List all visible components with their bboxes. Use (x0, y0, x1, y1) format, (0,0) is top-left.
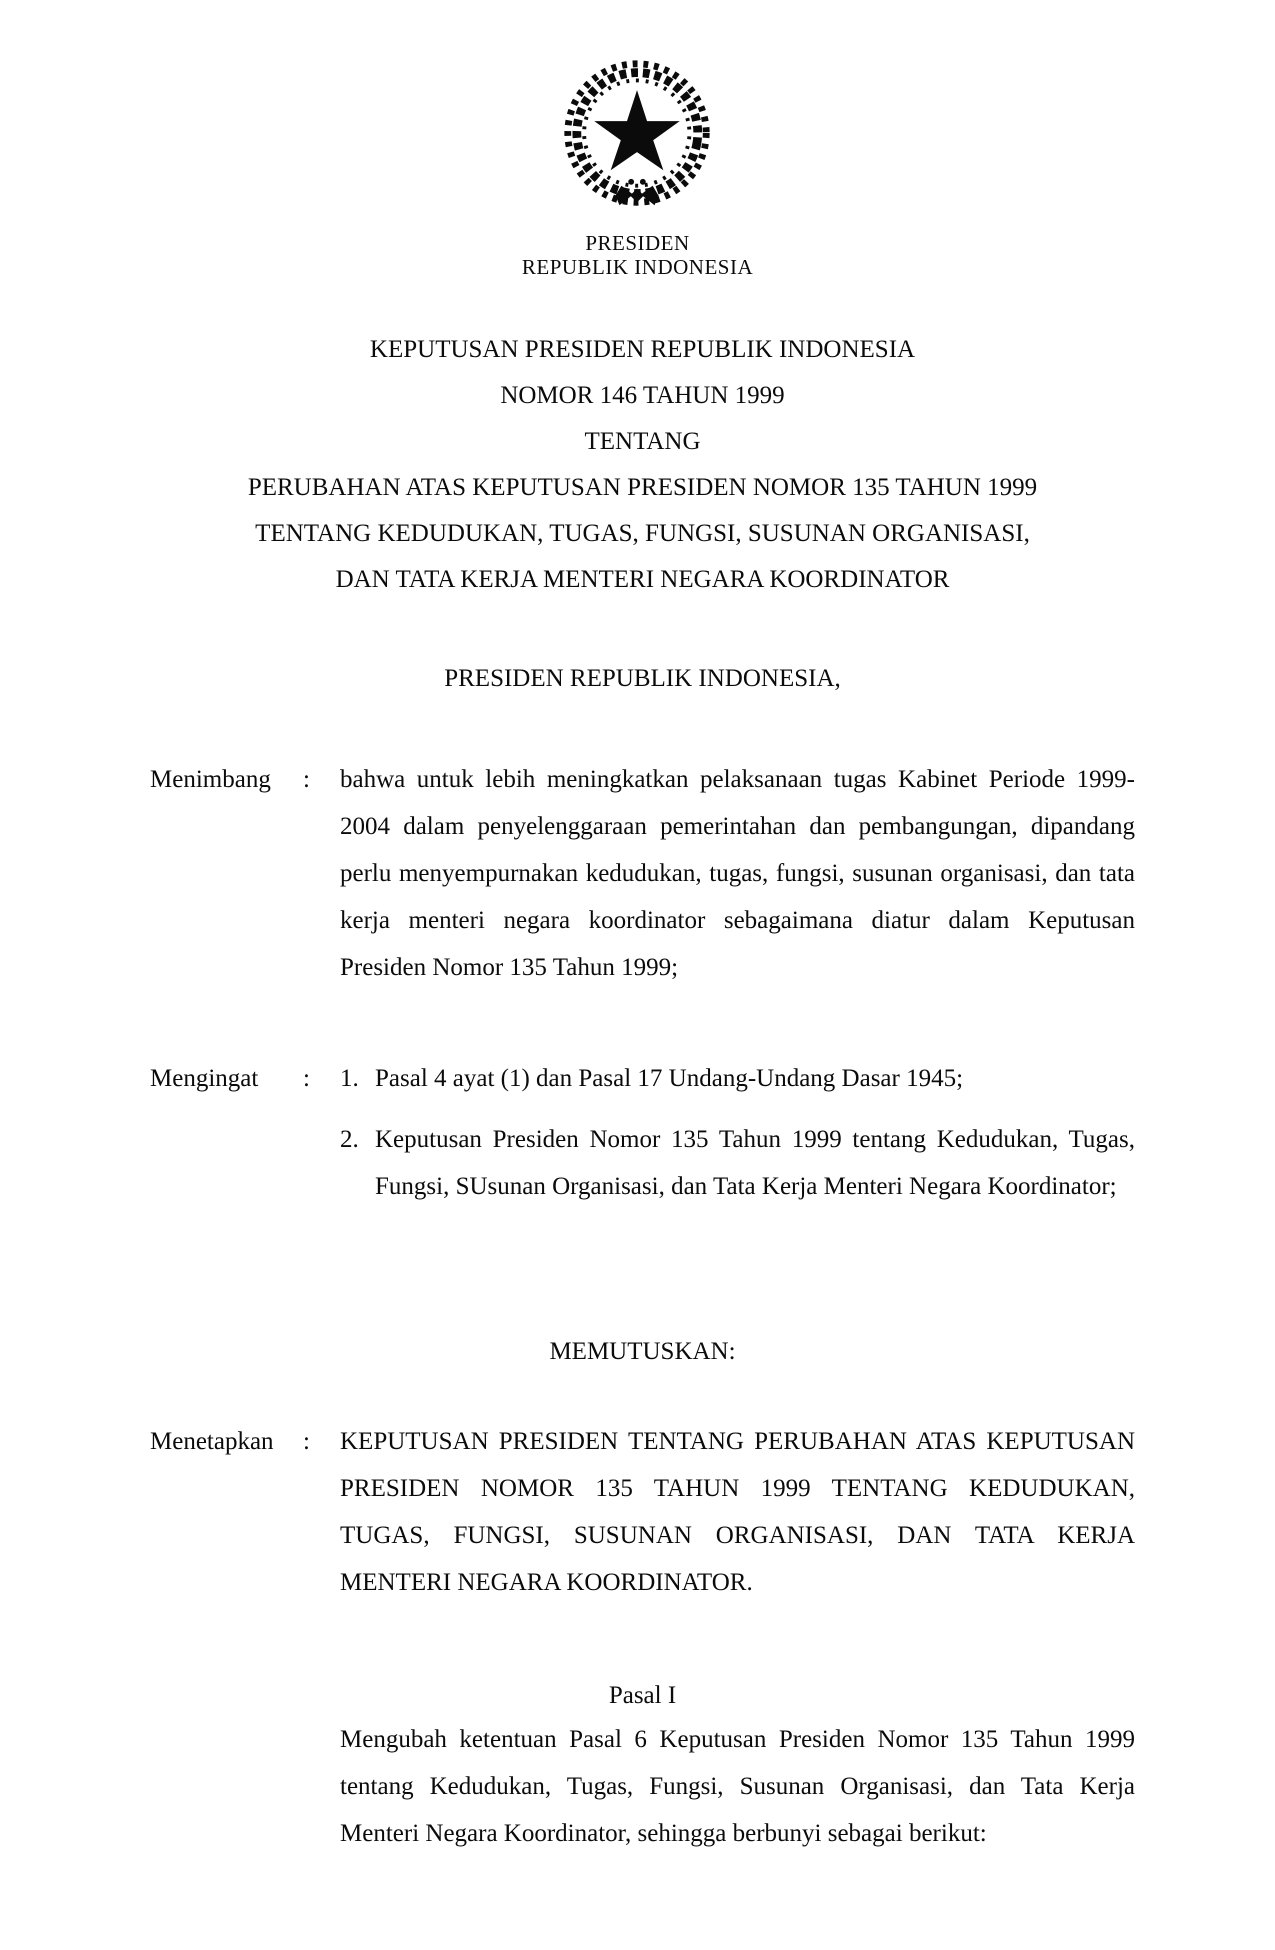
pasal-1-heading: Pasal I (608, 1682, 677, 1709)
mengingat-colon: : (303, 1065, 310, 1092)
section-mengingat (150, 1055, 1135, 1210)
mengingat-item-2 (340, 1116, 1135, 1210)
memutuskan-heading: MEMUTUSKAN: (549, 1338, 736, 1365)
pasal-1-body: Mengubah ketentuan Pasal 6 Keputusan Presiden Nomor 135 Tahun 1999 tentang Kedudukan, Tugas, Fungsi, Susunan Organisasi, dan Tata Kerja Menteri Negara Koordinator, sehingga berbunyi sebagai berikut: (340, 1726, 1135, 1847)
menetapkan-body: KEPUTUSAN PRESIDEN TENTANG PERUBAHAN ATAS KEPUTUSAN PRESIDEN NOMOR 135 TAHUN 1999 TENTANG KEDUDUKAN, TUGAS, FUNGSI, SUSUNAN ORGANISASI, DAN TATA KERJA MENTERI NEGARA KOORDINATOR. (340, 1428, 1135, 1596)
menetapkan-colon: : (303, 1428, 310, 1455)
mengingat-label: Mengingat (150, 1065, 259, 1092)
title-line-3: TENTANG (584, 428, 701, 455)
title-line-1: KEPUTUSAN PRESIDEN REPUBLIK INDONESIA (369, 336, 916, 363)
letterhead-republik-indonesia: REPUBLIK INDONESIA (521, 255, 754, 279)
menimbang-label: Menimbang (150, 766, 271, 793)
section-menimbang (150, 756, 1135, 991)
mengingat-item-2-text: Keputusan Presiden Nomor 135 Tahun 1999 tentang Kedudukan, Tugas, Fungsi, SUsunan Organisasi, dan Tata Kerja Menteri Negara Koordinator; (375, 1126, 1135, 1200)
letterhead (0, 231, 1275, 279)
title-line-5: TENTANG KEDUDUKAN, TUGAS, FUNGSI, SUSUNAN ORGANISASI, (255, 520, 1030, 547)
menimbang-colon: : (303, 766, 310, 793)
section-menetapkan (150, 1418, 1135, 1606)
title-line-2: NOMOR 146 TAHUN 1999 (500, 382, 785, 409)
mengingat-item-2-number: 2. (340, 1126, 359, 1153)
document-title (150, 327, 1135, 603)
mengingat-list (340, 1055, 1135, 1210)
menimbang-body: bahwa untuk lebih meningkatkan pelaksanaan tugas Kabinet Periode 1999-2004 dalam penyelenggaraan pemerintahan dan pembangungan, dipandang perlu menyempurnakan kedudukan, tugas, fungsi, susunan organisasi, dan tata kerja menteri negara koordinator sebagaimana diatur dalam Keputusan Presiden Nomor 135 Tahun 1999; (340, 766, 1135, 981)
mengingat-item-1-text: Pasal 4 ayat (1) dan Pasal 17 Undang-Undang Dasar 1945; (375, 1065, 964, 1092)
menetapkan-label: Menetapkan (150, 1428, 274, 1455)
presidential-seal-icon (559, 56, 715, 214)
salutation: PRESIDEN REPUBLIK INDONESIA, (444, 665, 841, 692)
mengingat-item-1-number: 1. (340, 1065, 359, 1092)
title-line-4: PERUBAHAN ATAS KEPUTUSAN PRESIDEN NOMOR 135 TAHUN 1999 (247, 474, 1038, 501)
mengingat-item-1 (340, 1055, 1135, 1102)
letterhead-presiden: PRESIDEN (585, 231, 690, 255)
title-line-6: DAN TATA KERJA MENTERI NEGARA KOORDINATOR (335, 566, 950, 593)
